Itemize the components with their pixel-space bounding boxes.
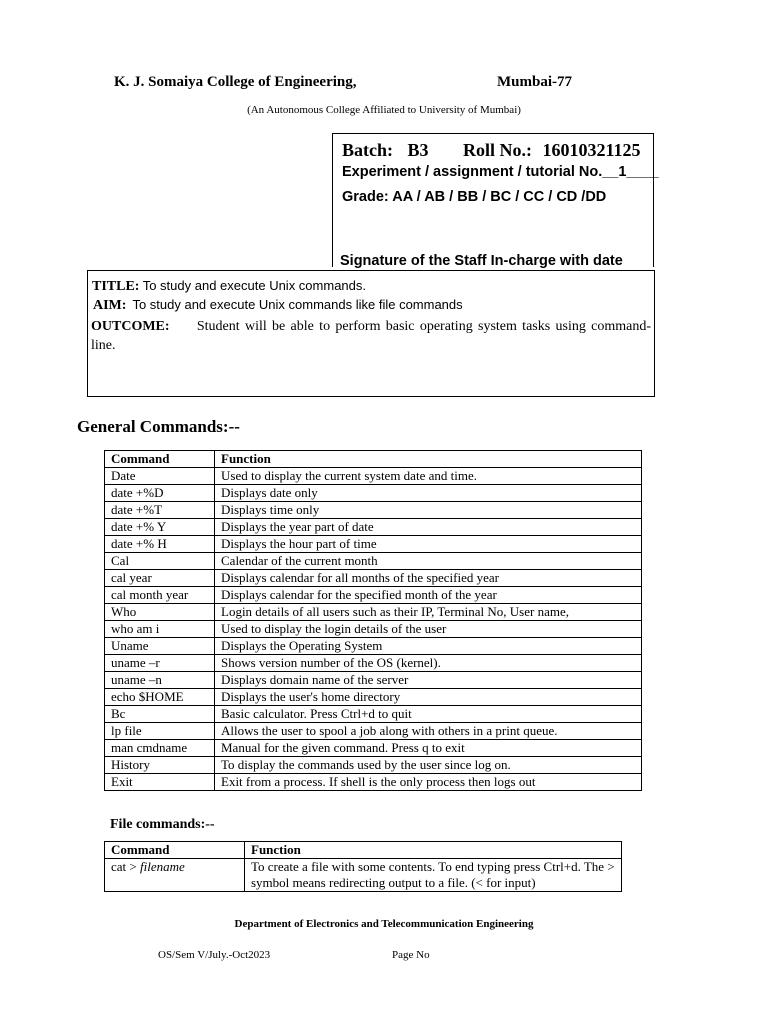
command-cell [105, 859, 245, 892]
course-info: OS/Sem V/July.-Oct2023 [158, 949, 271, 961]
batch-roll-line [342, 140, 641, 161]
command-cell: date +% Y [105, 519, 215, 536]
command-cell: lp file [105, 723, 215, 740]
table-header-row [105, 451, 642, 468]
table-row [105, 570, 642, 587]
command-argument: filename [139, 859, 185, 874]
department-footer: Department of Electronics and Telecommunication Engineering [234, 918, 534, 930]
college-city: Mumbai-77 [497, 74, 572, 90]
general-commands-heading: General Commands:-- [77, 417, 240, 436]
function-cell: Used to display the current system date and time. [215, 468, 642, 485]
grade-label: Grade: [342, 189, 389, 205]
general-commands-body [105, 468, 642, 791]
table-row [105, 774, 642, 791]
table-row [105, 859, 622, 892]
function-cell: Displays date only [215, 485, 642, 502]
command-cell: cal year [105, 570, 215, 587]
roll-value: 16010321125 [542, 140, 641, 160]
batch-value: B3 [407, 140, 429, 160]
function-cell: Manual for the given command. Press q to exit [215, 740, 642, 757]
function-cell: Login details of all users such as their IP, Terminal No, User name, [215, 604, 642, 621]
command-cell: cal month year [105, 587, 215, 604]
aim-line [93, 297, 463, 314]
roll-label: Roll No.: [463, 140, 533, 160]
table-row [105, 485, 642, 502]
table-row [105, 723, 642, 740]
command-cell: Who [105, 604, 215, 621]
outcome-text: Student will be able to perform basic operating system tasks using command-line. [91, 319, 651, 353]
table-row [105, 587, 642, 604]
command-cell: man cmdname [105, 740, 215, 757]
command-cell: Date [105, 468, 215, 485]
experiment-line: Experiment / assignment / tutorial No.__1____ [342, 164, 659, 180]
title-text: To study and execute Unix commands. [142, 278, 366, 293]
aim-text: To study and execute Unix commands like file commands [132, 297, 463, 312]
function-cell: Basic calculator. Press Ctrl+d to quit [215, 706, 642, 723]
table-row [105, 757, 642, 774]
command-cell: Bc [105, 706, 215, 723]
function-cell: Allows the user to spool a job along with others in a print queue. [215, 723, 642, 740]
outcome-label: OUTCOME: [91, 319, 170, 334]
command-cell: echo $HOME [105, 689, 215, 706]
table-row [105, 672, 642, 689]
command-cell: date +%D [105, 485, 215, 502]
info-box [87, 270, 655, 397]
signature-line: Signature of the Staff In-charge with date [340, 253, 623, 269]
function-cell: Displays domain name of the server [215, 672, 642, 689]
aim-label: AIM: [93, 298, 127, 313]
command-cell: History [105, 757, 215, 774]
column-header-command: Command [105, 451, 215, 468]
function-cell: Displays the hour part of time [215, 536, 642, 553]
command-cell: Uname [105, 638, 215, 655]
table-row [105, 621, 642, 638]
title-label: TITLE: [92, 279, 140, 294]
function-cell: Shows version number of the OS (kernel). [215, 655, 642, 672]
function-cell: Calendar of the current month [215, 553, 642, 570]
function-cell: Displays the user's home directory [215, 689, 642, 706]
affiliation-note: (An Autonomous College Affiliated to University of Mumbai) [247, 104, 521, 116]
function-cell: Used to display the login details of the user [215, 621, 642, 638]
column-header-command: Command [105, 842, 245, 859]
table-row [105, 740, 642, 757]
function-cell: To create a file with some contents. To end typing press Ctrl+d. The > symbol means redirecting output to a file. (< for input) [245, 859, 622, 892]
table-row [105, 638, 642, 655]
function-cell: Displays time only [215, 502, 642, 519]
batch-label: Batch: [342, 140, 393, 160]
page-number-label: Page No [392, 949, 430, 961]
file-commands-heading: File commands:-- [110, 817, 215, 832]
grade-line [342, 189, 606, 205]
function-cell: Displays the Operating System [215, 638, 642, 655]
function-cell: Displays calendar for the specified month of the year [215, 587, 642, 604]
function-cell: Displays the year part of date [215, 519, 642, 536]
table-row [105, 604, 642, 621]
grade-options: AA / AB / BB / BC / CC / CD /DD [392, 189, 607, 205]
table-header-row [105, 842, 622, 859]
function-cell: Exit from a process. If shell is the only process then logs out [215, 774, 642, 791]
command-cell: Cal [105, 553, 215, 570]
table-row [105, 519, 642, 536]
function-cell: Displays calendar for all months of the specified year [215, 570, 642, 587]
table-row [105, 553, 642, 570]
table-row [105, 655, 642, 672]
command-cell: who am i [105, 621, 215, 638]
command-cell: Exit [105, 774, 215, 791]
function-cell: To display the commands used by the user since log on. [215, 757, 642, 774]
outcome-line [91, 317, 651, 355]
file-commands-table [104, 841, 622, 892]
command-cell: date +% H [105, 536, 215, 553]
table-row [105, 706, 642, 723]
table-row [105, 689, 642, 706]
general-commands-table [104, 450, 642, 791]
title-line [92, 278, 366, 295]
column-header-function: Function [215, 451, 642, 468]
column-header-function: Function [245, 842, 622, 859]
grade-box [332, 133, 659, 269]
command-cell: uname –n [105, 672, 215, 689]
table-row [105, 536, 642, 553]
command-name: cat > [111, 859, 140, 874]
table-row [105, 468, 642, 485]
table-row [105, 502, 642, 519]
college-name: K. J. Somaiya College of Engineering, [114, 74, 357, 90]
command-cell: date +%T [105, 502, 215, 519]
command-cell: uname –r [105, 655, 215, 672]
